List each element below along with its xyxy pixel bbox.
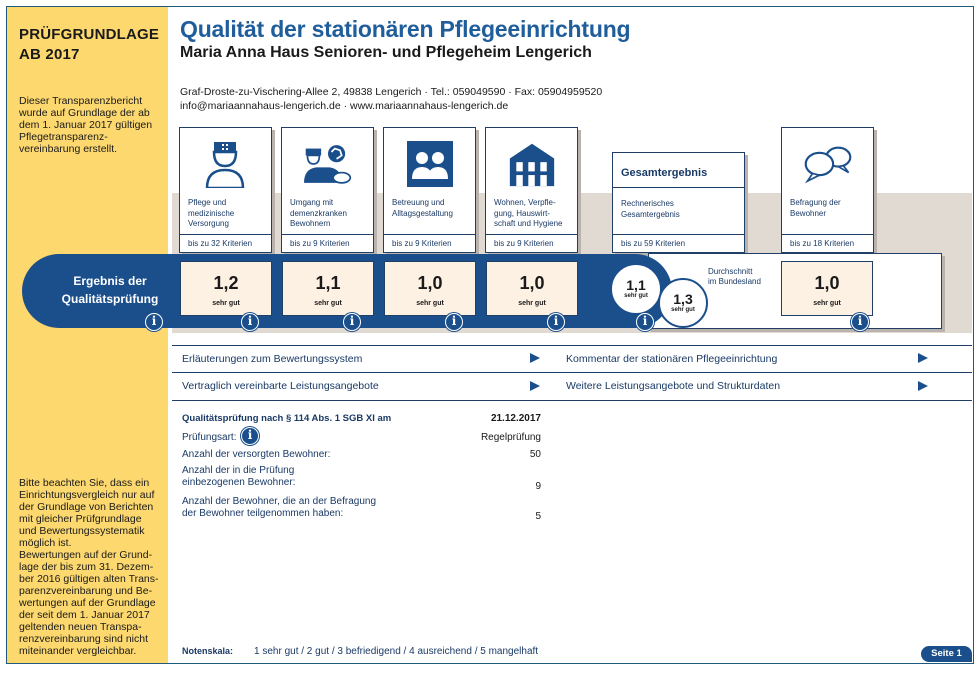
state-average-circle xyxy=(658,278,708,328)
facility-contact: info@mariaannahaus-lengerich.de · www.mariaannahaus-lengerich.de xyxy=(180,100,509,112)
criteria-count: bis zu 18 Kriterien xyxy=(782,234,873,248)
total-grade-circle xyxy=(610,263,662,315)
grade-text: sehr gut xyxy=(813,300,841,307)
page-number: Seite 1 xyxy=(921,646,972,662)
criteria-count: bis zu 59 Kriterien xyxy=(613,234,744,248)
link-contracted-services[interactable]: Vertraglich vereinbarte Leistungsangebote xyxy=(182,380,379,392)
category-label: Wohnen, Verpfle- gung, Hauswirt- schaft und Hygiene xyxy=(494,198,563,228)
info-icon[interactable]: i xyxy=(445,313,463,331)
grade-value: 1,1 xyxy=(626,277,646,293)
house-icon xyxy=(508,140,556,188)
inspection-type-value: Regelprüfung xyxy=(480,432,541,443)
divider xyxy=(613,187,744,188)
criteria-count: bis zu 9 Kriterien xyxy=(384,234,475,248)
sidebar-note: Dieser Transparenzbericht wurde auf Grundlage der ab dem 1. Januar 2017 gültigen Pflegetransparenz- vereinbarung erstellt. xyxy=(19,95,153,155)
info-icon[interactable]: i xyxy=(547,313,565,331)
grade-box-living xyxy=(486,261,578,316)
grade-text: sehr gut xyxy=(212,300,240,307)
grade-value: 1,3 xyxy=(673,291,693,307)
result-label: Ergebnis der Qualitätsprüfung xyxy=(61,274,159,306)
grade-value: 1,0 xyxy=(814,273,840,293)
link-further-services[interactable]: Weitere Leistungsangebote und Strukturdaten xyxy=(566,380,781,392)
category-card-activities[interactable] xyxy=(383,127,476,253)
grade-text: sehr gut xyxy=(314,300,342,307)
arrow-right-icon[interactable] xyxy=(918,381,928,391)
category-label: Pflege und medizinische Versorgung xyxy=(188,198,235,228)
grade-value: 1,1 xyxy=(315,273,341,293)
grade-text: sehr gut xyxy=(624,293,648,299)
category-card-care[interactable] xyxy=(179,127,272,253)
facility-name: Maria Anna Haus Senioren- und Pflegeheim Lengerich xyxy=(180,44,592,61)
info-icon[interactable]: i xyxy=(241,313,259,331)
surveyed-residents-value: 5 xyxy=(535,511,541,522)
grade-text: sehr gut xyxy=(671,307,695,313)
divider xyxy=(172,400,972,401)
grade-box-activities xyxy=(384,261,476,316)
speech-bubbles-icon xyxy=(804,140,852,188)
divider xyxy=(172,345,972,346)
state-average-label: Durchschnitt im Bundesland xyxy=(708,267,761,286)
grade-box-survey xyxy=(781,261,873,316)
criteria-count: bis zu 9 Kriterien xyxy=(486,234,577,248)
grade-box-care xyxy=(180,261,272,316)
grade-text: sehr gut xyxy=(518,300,546,307)
inspection-heading: Qualitätsprüfung nach § 114 Abs. 1 SGB XI am xyxy=(182,413,392,424)
category-label: Befragung der Bewohner xyxy=(790,198,841,218)
criteria-count: bis zu 32 Kriterien xyxy=(180,234,271,248)
arrow-right-icon[interactable] xyxy=(918,353,928,363)
inspection-date: 21.12.2017 xyxy=(490,413,541,424)
category-card-living[interactable] xyxy=(485,127,578,253)
arrow-right-icon[interactable] xyxy=(530,381,540,391)
total-title: Gesamtergebnis xyxy=(621,167,708,179)
grade-scale-label: Notenskala: xyxy=(182,646,234,656)
category-label: Rechnerisches Gesamtergebnis xyxy=(621,199,680,219)
category-card-dementia[interactable] xyxy=(281,127,374,253)
sidebar-title: PRÜFGRUNDLAGE AB 2017 xyxy=(19,26,160,63)
grade-value: 1,0 xyxy=(417,273,443,293)
grade-scale-value: 1 sehr gut / 2 gut / 3 befriedigend / 4 ausreichend / 5 mangelhaft xyxy=(254,646,539,657)
category-card-survey[interactable] xyxy=(781,127,874,253)
total-result-card[interactable] xyxy=(612,152,745,253)
inspection-type-label: Prüfungsart: xyxy=(182,432,237,443)
link-facility-comment[interactable]: Kommentar der stationären Pflegeeinrichtung xyxy=(566,353,778,365)
criteria-count: bis zu 9 Kriterien xyxy=(282,234,373,248)
grade-text: sehr gut xyxy=(416,300,444,307)
arrow-right-icon[interactable] xyxy=(530,353,540,363)
info-icon[interactable]: i xyxy=(851,313,869,331)
included-residents-value: 9 xyxy=(535,481,541,492)
info-icon[interactable]: i xyxy=(241,427,259,445)
included-residents-label: Anzahl der in die Prüfung einbezogenen Bewohner: xyxy=(182,465,296,488)
divider xyxy=(172,372,972,373)
grade-value: 1,0 xyxy=(519,273,545,293)
info-icon[interactable]: i xyxy=(343,313,361,331)
residents-value: 50 xyxy=(529,449,541,460)
category-label: Umgang mit demenzkranken Bewohnern xyxy=(290,198,347,228)
grade-box-dementia xyxy=(282,261,374,316)
info-icon[interactable]: i xyxy=(636,313,654,331)
people-icon xyxy=(406,140,454,188)
facility-address: Graf-Droste-zu-Vischering-Allee 2, 49838 Lengerich · Tel.: 059049590 · Fax: 05904959520 xyxy=(180,86,603,98)
dementia-care-icon xyxy=(304,140,352,188)
surveyed-residents-label: Anzahl der Bewohner, die an der Befragung der Bewohner teilgenommen haben: xyxy=(182,496,377,519)
nurse-icon xyxy=(202,140,250,188)
info-icon[interactable]: i xyxy=(145,313,163,331)
page-title: Qualität der stationären Pflegeeinrichtung xyxy=(180,16,631,42)
link-rating-system[interactable]: Erläuterungen zum Bewertungssystem xyxy=(182,353,363,365)
category-label: Betreuung und Alltagsgestaltung xyxy=(392,198,453,218)
sidebar-notice: Bitte beachten Sie, dass ein Einrichtungsvergleich nur auf der Grundlage von Berichten mit gleicher Prüfgrundlage und Bewertungssystematik möglich ist. Bewertungen auf der Grund- lage der bis zum 31. Dezem- ber 2016 gültigen alten Trans- parenzvereinbarung und Be- wertungen auf der Grundlage der seit dem 1. Januar 2017 geltenden neuen Transpa- renzvereinbarung sind nicht miteinander vergleichbar. xyxy=(19,477,159,657)
grade-value: 1,2 xyxy=(213,273,239,293)
residents-label: Anzahl der versorgten Bewohner: xyxy=(182,449,331,460)
